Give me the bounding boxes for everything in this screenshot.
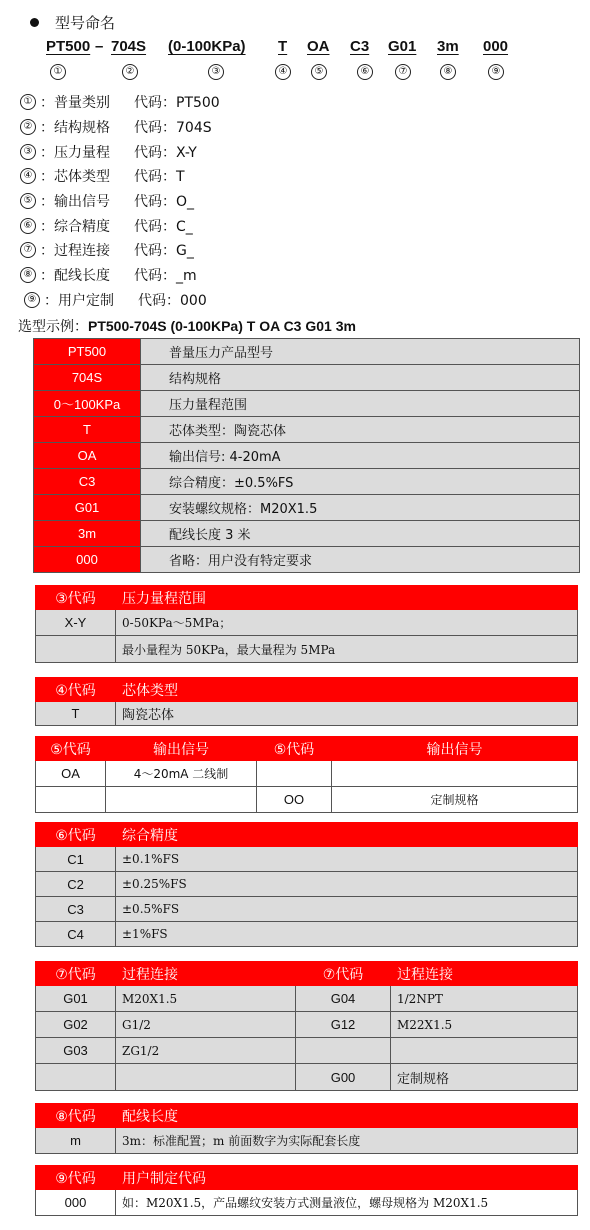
example-code: 000	[34, 547, 141, 573]
row-code	[296, 1038, 391, 1064]
example-desc: 省略：用户没有特定要求	[141, 547, 580, 573]
row-desc: 3m：标准配置；m 前面数字为实际配套长度	[116, 1128, 578, 1154]
section-title	[30, 12, 115, 33]
row-code: G00	[296, 1064, 391, 1091]
core-table	[35, 677, 578, 726]
table-row	[34, 417, 580, 443]
model-code-row	[0, 38, 590, 58]
table-row	[36, 872, 578, 897]
model-seg-custom: 000	[483, 38, 509, 55]
row-desc: ±1%FS	[116, 922, 578, 947]
position-mark: ④	[275, 64, 291, 80]
example-desc: 配线长度 3 米	[141, 521, 580, 547]
example-desc: 输出信号: 4-20mA	[141, 443, 580, 469]
position-mark: ⑤	[311, 64, 327, 80]
table-row	[36, 897, 578, 922]
row-code: G02	[36, 1012, 116, 1038]
row-desc: M20X1.5	[116, 986, 296, 1012]
position-mark: ③	[208, 64, 224, 80]
table-header	[36, 1104, 578, 1128]
model-seg-dash: –	[95, 38, 104, 55]
row-code: C2	[36, 872, 116, 897]
position-mark: ②	[122, 64, 138, 80]
position-marks-row	[0, 64, 590, 84]
row-code: T	[36, 702, 116, 726]
header-code: ⑦代码	[296, 962, 391, 986]
row-code: C1	[36, 847, 116, 872]
example-desc: 普量压力产品型号	[141, 339, 580, 365]
range-table	[35, 585, 578, 663]
table-row	[34, 469, 580, 495]
example-code: T	[34, 417, 141, 443]
row-desc: 如：M20X1.5，产品螺纹安装方式测量液位，螺母规格为 M20X1.5	[116, 1190, 578, 1216]
bullet-icon	[30, 18, 39, 27]
row-desc: ±0.1%FS	[116, 847, 578, 872]
row-code: G03	[36, 1038, 116, 1064]
legend-item: ⑨ ： 用户定制 代码：000	[20, 288, 220, 313]
row-desc	[106, 787, 257, 813]
table-row	[34, 339, 580, 365]
row-code	[257, 761, 332, 787]
row-desc: M22X1.5	[391, 1012, 578, 1038]
example-code: OA	[34, 443, 141, 469]
header-title: 过程连接	[116, 962, 296, 986]
row-desc	[116, 1064, 296, 1091]
row-desc: ±0.5%FS	[116, 897, 578, 922]
table-row	[34, 495, 580, 521]
table-row	[34, 521, 580, 547]
legend-item: ⑦ ： 过程连接 代码：G_	[20, 238, 220, 263]
section-title-text: 型号命名	[55, 14, 116, 32]
model-seg-connection: G01	[388, 38, 417, 55]
table-row	[36, 636, 578, 663]
table-row	[36, 702, 578, 726]
row-code: G12	[296, 1012, 391, 1038]
example-desc: 芯体类型：陶瓷芯体	[141, 417, 580, 443]
table-row	[34, 547, 580, 573]
example-code: PT500	[34, 339, 141, 365]
example-table	[33, 338, 580, 573]
row-desc	[332, 761, 578, 787]
legend-item: ④ ： 芯体类型 代码：T	[20, 164, 220, 189]
legend-item: ⑤ ： 输出信号 代码：O_	[20, 189, 220, 214]
table-row	[34, 365, 580, 391]
row-desc: 定制规格	[391, 1064, 578, 1091]
row-desc: 定制规格	[332, 787, 578, 813]
row-desc	[391, 1038, 578, 1064]
position-mark: ⑦	[395, 64, 411, 80]
table-header	[36, 737, 578, 761]
connection-table	[35, 961, 578, 1091]
model-seg-accuracy: C3	[350, 38, 370, 55]
row-desc: 1/2NPT	[391, 986, 578, 1012]
header-code: ④代码	[36, 678, 116, 702]
table-row	[36, 1190, 578, 1216]
legend-item: ⑧ ： 配线长度 代码：_m	[20, 263, 220, 288]
header-title: 用户制定代码	[116, 1166, 578, 1190]
table-header	[36, 823, 578, 847]
table-row	[36, 1038, 578, 1064]
row-code: OO	[257, 787, 332, 813]
row-code: G04	[296, 986, 391, 1012]
row-code: OA	[36, 761, 106, 787]
example-value: PT500-704S (0-100KPa) T OA C3 G01 3m	[88, 318, 356, 334]
header-code: ③代码	[36, 586, 116, 610]
table-header	[36, 962, 578, 986]
table-row	[34, 391, 580, 417]
table-header	[36, 586, 578, 610]
header-title: 压力量程范围	[116, 586, 578, 610]
model-seg-series: PT500	[46, 38, 91, 55]
output-table	[35, 736, 578, 813]
row-desc: 0-50KPa～5MPa；	[116, 610, 578, 636]
table-row	[36, 610, 578, 636]
header-code: ⑧代码	[36, 1104, 116, 1128]
header-title: 过程连接	[391, 962, 578, 986]
position-mark: ⑥	[357, 64, 373, 80]
row-code	[36, 787, 106, 813]
model-seg-core: T	[278, 38, 288, 55]
example-code: G01	[34, 495, 141, 521]
row-code: C3	[36, 897, 116, 922]
example-desc: 结构规格	[141, 365, 580, 391]
row-desc: 最小量程为 50KPa，最大量程为 5MPa	[116, 636, 578, 663]
header-code: ⑤代码	[36, 737, 106, 761]
header-code: ⑤代码	[257, 737, 332, 761]
row-desc: ±0.25%FS	[116, 872, 578, 897]
custom-table	[35, 1165, 578, 1216]
table-row	[36, 922, 578, 947]
table-row	[36, 986, 578, 1012]
legend-item: ③ ： 压力量程 代码：X-Y	[20, 139, 220, 164]
row-desc: 4～20mA 二线制	[106, 761, 257, 787]
header-title: 配线长度	[116, 1104, 578, 1128]
row-desc: G1/2	[116, 1012, 296, 1038]
row-code: X-Y	[36, 610, 116, 636]
header-code: ⑨代码	[36, 1166, 116, 1190]
model-seg-output: OA	[307, 38, 330, 55]
row-desc: 陶瓷芯体	[116, 702, 578, 726]
model-seg-structure: 704S	[111, 38, 147, 55]
example-code: C3	[34, 469, 141, 495]
model-seg-cable: 3m	[437, 38, 459, 55]
accuracy-table	[35, 822, 578, 947]
example-desc: 综合精度：±0.5%FS	[141, 469, 580, 495]
code-legend	[20, 90, 220, 312]
legend-item: ① ： 普量类别 代码：PT500	[20, 90, 220, 115]
legend-item: ② ： 结构规格 代码：704S	[20, 115, 220, 140]
legend-item: ⑥ ： 综合精度 代码：C_	[20, 213, 220, 238]
example-code: 3m	[34, 521, 141, 547]
table-row	[36, 847, 578, 872]
position-mark: ⑨	[488, 64, 504, 80]
header-code: ⑥代码	[36, 823, 116, 847]
position-mark: ⑧	[440, 64, 456, 80]
row-desc: ZG1/2	[116, 1038, 296, 1064]
table-row	[36, 761, 578, 787]
table-header	[36, 1166, 578, 1190]
example-code: 704S	[34, 365, 141, 391]
position-mark: ①	[50, 64, 66, 80]
example-desc: 压力量程范围	[141, 391, 580, 417]
header-title: 综合精度	[116, 823, 578, 847]
example-label: 选型示例：	[18, 319, 88, 335]
row-code	[36, 1064, 116, 1091]
table-header	[36, 678, 578, 702]
table-row	[36, 1064, 578, 1091]
table-row	[34, 443, 580, 469]
table-row	[36, 1012, 578, 1038]
example-line	[18, 316, 356, 336]
header-code: ⑦代码	[36, 962, 116, 986]
table-row	[36, 1128, 578, 1154]
header-title: 芯体类型	[116, 678, 578, 702]
table-row	[36, 787, 578, 813]
model-seg-range: (0-100KPa)	[168, 38, 246, 55]
row-code: m	[36, 1128, 116, 1154]
header-title: 输出信号	[106, 737, 257, 761]
header-title: 输出信号	[332, 737, 578, 761]
row-code: 000	[36, 1190, 116, 1216]
row-code	[36, 636, 116, 663]
row-code: C4	[36, 922, 116, 947]
example-code: 0～100KPa	[34, 391, 141, 417]
cable-table	[35, 1103, 578, 1154]
example-desc: 安装螺纹规格：M20X1.5	[141, 495, 580, 521]
row-code: G01	[36, 986, 116, 1012]
